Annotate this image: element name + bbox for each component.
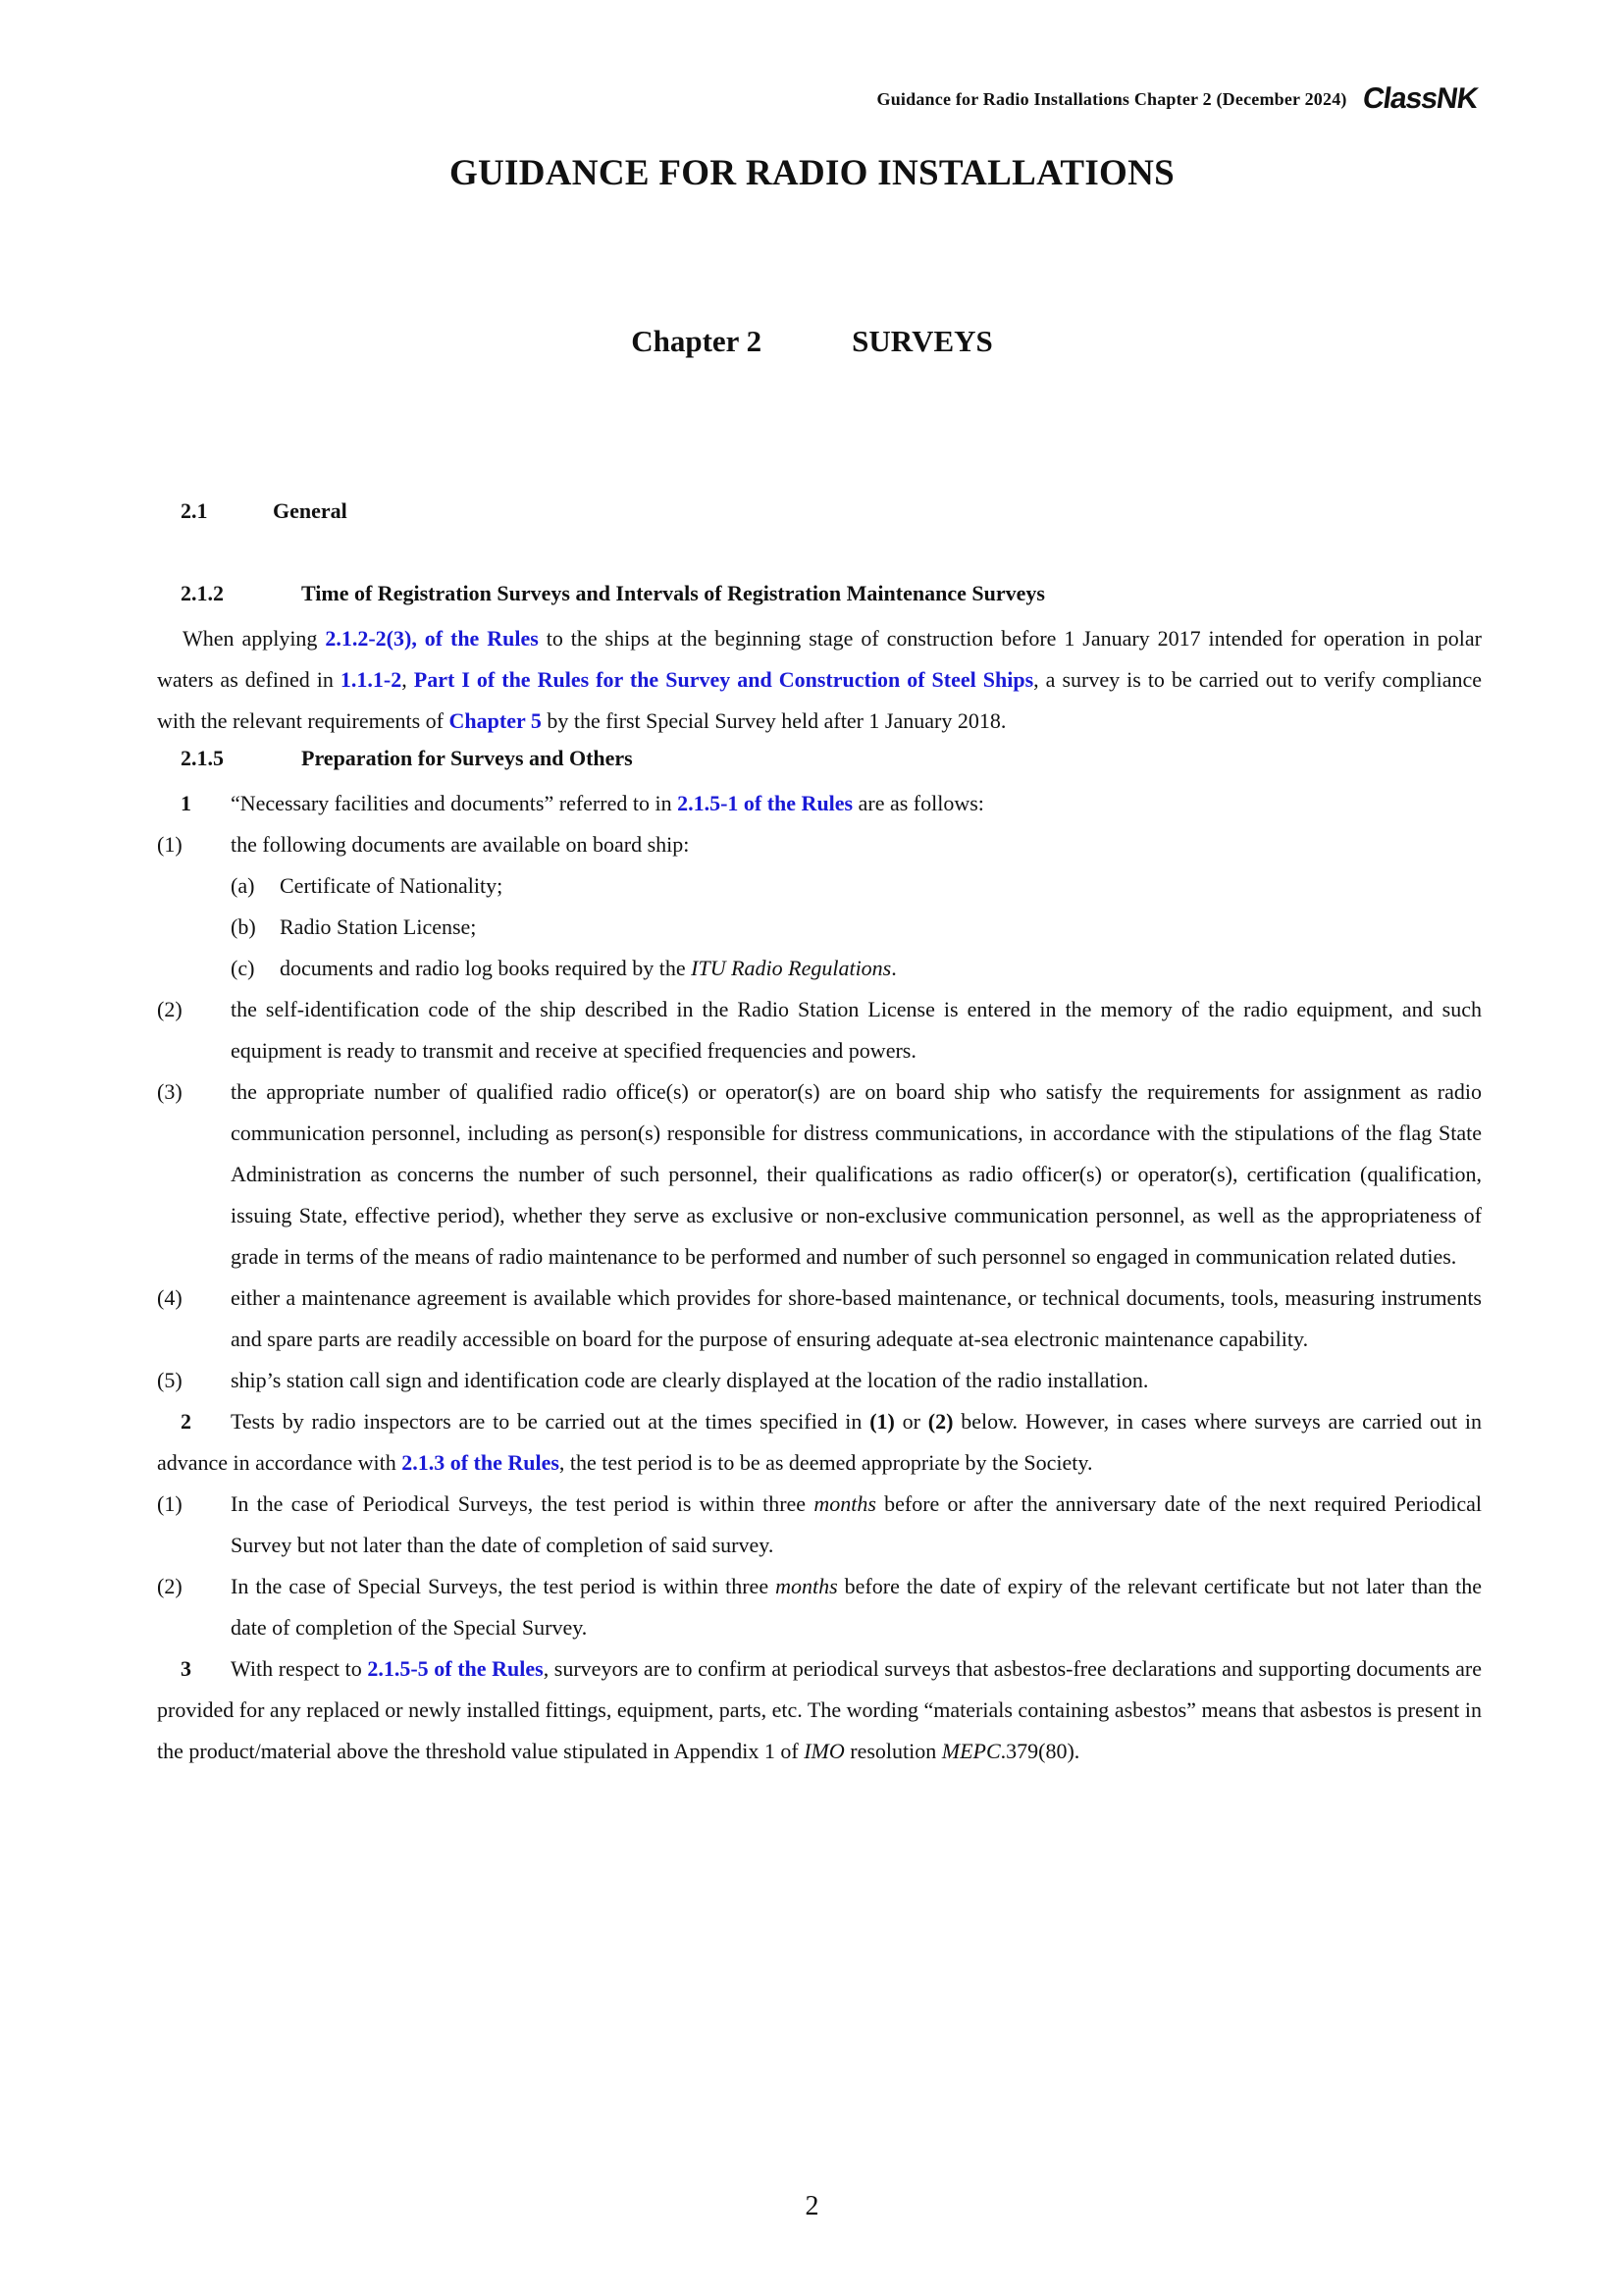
text-run: , surveyors are to confirm at periodical surveys that asbestos-free declarations and supporting documents are provided for any replaced or newly installed fittings, equipment, parts, etc. The wording “materials containing asbestos” means that asbestos is present in the product/material above the threshold value stipulated in Appendix 1 of — [157, 1656, 1482, 1763]
classnk-logo: ClassNK — [1360, 82, 1480, 115]
item-label: (4) — [157, 1285, 183, 1310]
section-title: Preparation for Surveys and Others — [301, 746, 633, 770]
text-run: In the case of Periodical Surveys, the test period is within three — [231, 1491, 814, 1516]
sub-item-label: (c) — [231, 956, 255, 980]
item-label: (2) — [157, 1574, 183, 1598]
paragraph-1-intro — [157, 783, 1482, 824]
item-label: (2) — [157, 997, 183, 1021]
rule-link[interactable]: 2.1.5-5 of the Rules — [367, 1656, 544, 1681]
bold-ref: (1) — [869, 1409, 895, 1434]
rule-link[interactable]: 2.1.2-2(3), of the Rules — [325, 626, 539, 651]
document-title: GUIDANCE FOR RADIO INSTALLATIONS — [448, 153, 1176, 193]
running-title: Guidance for Radio Installations Chapter 2 (December 2024) — [876, 88, 1347, 109]
text-run: .379(80). — [1000, 1739, 1080, 1763]
item-text: ship’s station call sign and identification code are clearly displayed at the location of the radio installation. — [231, 1368, 1149, 1392]
text-run: are as follows: — [853, 791, 984, 815]
section-number: 2.1.5 — [181, 746, 224, 770]
sub-item-label: (b) — [231, 914, 256, 939]
list-item-1 — [157, 824, 1482, 865]
paragraph-text — [157, 618, 1482, 742]
sub-item-a — [157, 865, 1482, 907]
text-run: When applying — [183, 626, 326, 651]
paragraph-2-1-2 — [157, 618, 1482, 742]
item-text: the appropriate number of qualified radio office(s) or operator(s) are on board ship who satisfy the requirements for assignment as radio communication personnel, including as person(s) responsible for distress communications, in accordance with the stipulations of the flag State Administration as concerns the number of such personnel, their qualifications as radio officer(s) or operator(s), certification (qualification, issuing State, effective period), whether they serve as exclusive or non-exclusive communication personnel, as well as the appropriateness of grade in terms of the means of radio maintenance to be performed and number of such personnel so engaged in communication related duties. — [231, 1079, 1482, 1269]
text-run: or — [894, 1409, 928, 1434]
text-run: documents and radio log books required by the — [280, 956, 692, 980]
item-text: the self-identification code of the ship described in the Radio Station License is entered in the memory of the radio equipment, and such equipment is ready to transmit and receive at specified frequencies and powers. — [231, 997, 1482, 1063]
paragraph-number: 1 — [181, 791, 191, 815]
italic-run: IMO — [804, 1739, 845, 1763]
text-run: . — [891, 956, 897, 980]
list-item-5 — [157, 1360, 1482, 1401]
item-text — [231, 1566, 1482, 1648]
page-number: 2 — [805, 2191, 819, 2221]
rule-link[interactable]: 1.1.1-2 — [340, 667, 402, 692]
paragraph-2-item-2 — [157, 1566, 1482, 1648]
item-label: (1) — [157, 1491, 183, 1516]
item-text — [231, 1484, 1482, 1566]
sub-item-label: (a) — [231, 873, 255, 898]
sub-item-text — [280, 948, 1482, 989]
list-item-4 — [157, 1278, 1482, 1360]
paragraph-number: 3 — [181, 1656, 191, 1681]
bold-ref: (2) — [927, 1409, 954, 1434]
italic-run: months — [813, 1491, 876, 1516]
section-number: 2.1 — [181, 498, 208, 523]
text-run: , — [401, 667, 414, 692]
chapter-number: Chapter 2 — [631, 324, 762, 358]
item-text: either a maintenance agreement is available which provides for shore-based maintenance, or technical documents, tools, measuring instruments and spare parts are readily accessible on board for the purpose of ensuring adequate at-sea electronic maintenance capability. — [231, 1285, 1482, 1351]
text-run: With respect to — [231, 1656, 368, 1681]
text-run: Tests by radio inspectors are to be carried out at the times specified in — [231, 1409, 870, 1434]
text-run: before or after the anniversary date of the next required Periodical Survey but not later than the date of completion of said survey. — [231, 1491, 1482, 1557]
text-run: by the first Special Survey held after 1 January 2018. — [541, 708, 1007, 733]
paragraph-2-intro — [157, 1401, 1482, 1484]
chapter-heading — [0, 324, 1624, 359]
sub-item-text: Certificate of Nationality; — [280, 873, 503, 898]
item-label: (5) — [157, 1368, 183, 1392]
text-run: before the date of expiry of the relevant certificate but not later than the date of completion of the Special Survey. — [231, 1574, 1482, 1640]
section-number: 2.1.2 — [181, 581, 224, 605]
rule-link[interactable]: 2.1.5-1 of the Rules — [677, 791, 854, 815]
text-run: , the test period is to be as deemed appropriate by the Society. — [558, 1450, 1093, 1475]
paragraph-2-item-1 — [157, 1484, 1482, 1566]
rule-link[interactable]: Part I of the Rules for the Survey and Construction of Steel Ships — [413, 667, 1034, 692]
sub-item-b — [157, 907, 1482, 948]
list-item-3 — [157, 1071, 1482, 1278]
chapter-title: SURVEYS — [852, 324, 993, 358]
paragraph-1 — [157, 783, 1482, 1772]
sub-item-c — [157, 948, 1482, 989]
rule-link[interactable]: 2.1.3 of the Rules — [401, 1450, 559, 1475]
item-label: (3) — [157, 1079, 183, 1104]
text-run: to the ships at the beginning stage of construction before 1 January 2017 intended for operation in polar waters as defined in — [157, 626, 1482, 692]
text-run: resolution — [844, 1739, 942, 1763]
chapter-link[interactable]: Chapter 5 — [448, 708, 542, 733]
italic-run: months — [775, 1574, 838, 1598]
paragraph-number: 2 — [181, 1409, 191, 1434]
text-run: “Necessary facilities and documents” referred to in — [231, 791, 678, 815]
item-text: the following documents are available on board ship: — [231, 832, 690, 857]
paragraph-text — [231, 783, 1482, 824]
italic-run: MEPC — [941, 1739, 1001, 1763]
paragraph-3 — [157, 1648, 1482, 1772]
section-title: Time of Registration Surveys and Intervals of Registration Maintenance Surveys — [301, 581, 1045, 605]
text-run: In the case of Special Surveys, the test period is within three — [231, 1574, 776, 1598]
italic-run: ITU Radio Regulations — [691, 956, 892, 980]
list-item-2 — [157, 989, 1482, 1071]
text-run: below. However, in cases where surveys are carried out in advance in accordance with — [157, 1409, 1482, 1475]
text-run: , a survey is to be carried out to verify compliance with the relevant requirements of — [157, 667, 1483, 733]
running-header — [876, 82, 1480, 116]
section-title: General — [273, 498, 347, 523]
sub-item-text: Radio Station License; — [280, 914, 477, 939]
item-label: (1) — [157, 832, 183, 857]
